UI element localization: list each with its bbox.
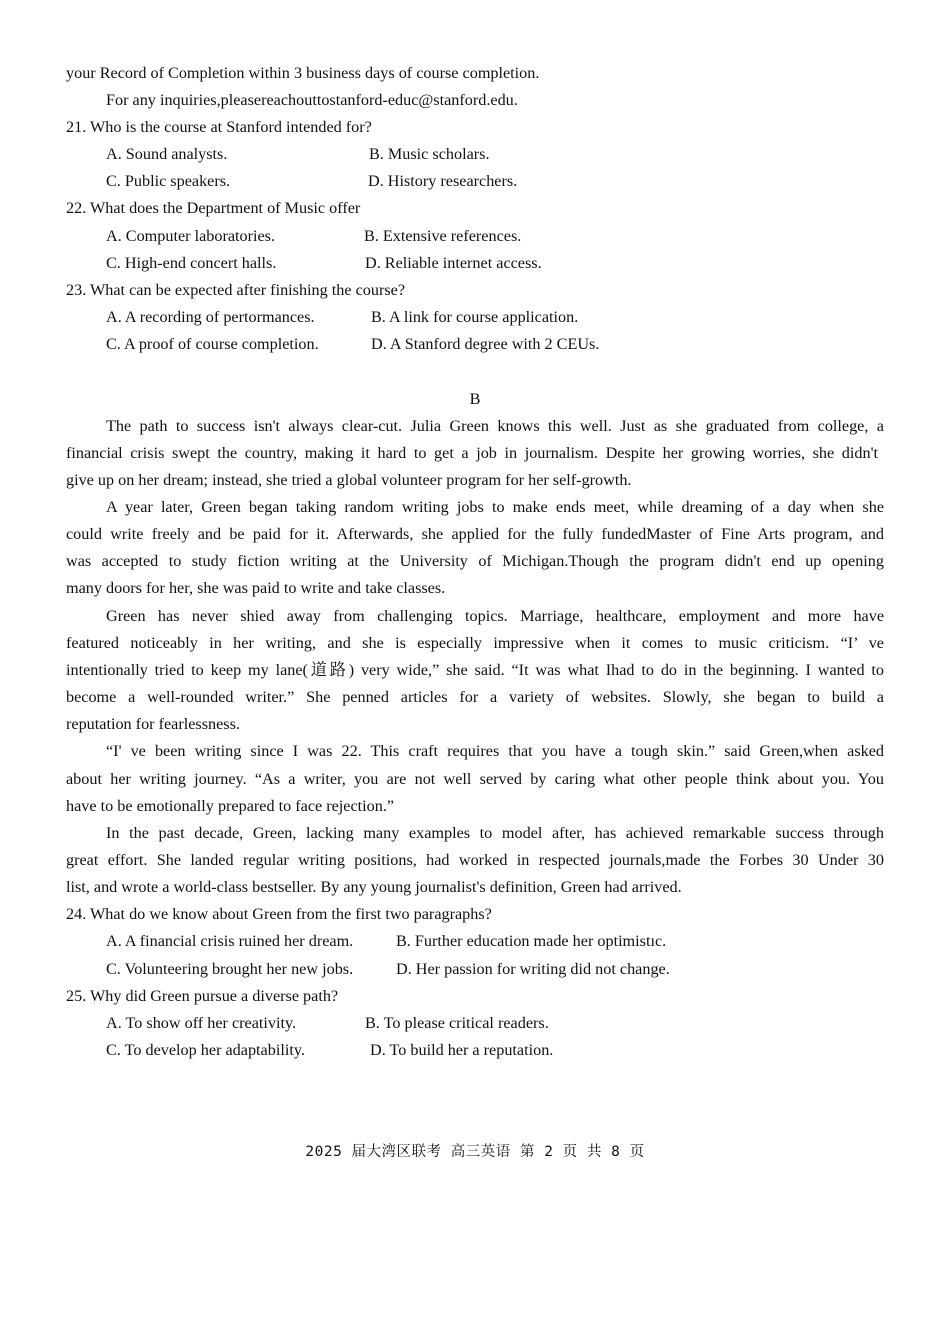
q21-option-d: D. History researchers. <box>368 172 518 190</box>
q24-option-d: D. Her passion for writing did not change. <box>396 960 670 978</box>
q25-option-b: B. To please critical readers. <box>365 1014 549 1032</box>
q23-option-d: D. A Stanford degree with 2 CEUs. <box>371 335 600 353</box>
page-footer: 2025 届大湾区联考 高三英语 第 2 页 共 8 页 <box>305 1144 645 1160</box>
p2-line-3: was accepted to study fiction writing at the University of Michigan.Though the program didn't end up opening <box>66 552 884 570</box>
question-25: 25. Why did Green pursue a diverse path? <box>66 987 339 1005</box>
p3-line-3: intentionally tried to keep my lane(道路) very wide,” she said. “It was what Ihad to do in the beginning. I wanted to <box>66 661 884 679</box>
p3-line-5: reputation for fearlessness. <box>66 715 240 733</box>
q23-option-a: A. A recording of pertormances. <box>106 308 315 326</box>
question-23: 23. What can be expected after finishing the course? <box>66 281 406 299</box>
question-24: 24. What do we know about Green from the first two paragraphs? <box>66 905 492 923</box>
q25-option-d: D. To build her a reputation. <box>370 1041 554 1059</box>
p3-line-1: Green has never shied away from challenging topics. Marriage, healthcare, employment and more have <box>106 607 884 625</box>
p4-line-2: about her writing journey. “As a writer, you are not well served by caring what other people think about you. You <box>66 770 884 788</box>
p3-line-4: become a well-rounded writer.” She penned articles for a variety of websites. Slowly, she began to build a <box>66 688 884 706</box>
p2-line-1: A year later, Green began taking random writing jobs to make ends meet, while dreaming of a day when she <box>106 498 884 516</box>
p1-line-3: give up on her dream; instead, she tried a global volunteer program for her self-growth. <box>66 471 632 489</box>
q25-option-c: C. To develop her adaptability. <box>106 1041 305 1059</box>
q23-option-c: C. A proof of course completion. <box>106 335 319 353</box>
p4-line-1: “I' ve been writing since I was 22. This craft requires that you have a tough skin.” said Green,when asked <box>106 742 884 760</box>
p5-line-2: great effort. She landed regular writing positions, had worked in respected journals,made the Forbes 30 Under 30 <box>66 851 884 869</box>
q25-option-a: A. To show off her creativity. <box>106 1014 297 1032</box>
p2-line-2: could write freely and be paid for it. Afterwards, she applied for the fully fundedMaster of Fine Arts program, and <box>66 525 884 543</box>
p1-line-1: The path to success isn't always clear-cut. Julia Green knows this well. Just as she graduated from college, a <box>106 417 884 435</box>
intro-line-1: your Record of Completion within 3 business days of course completion. <box>66 64 540 82</box>
q24-option-b: B. Further education made her optimistıc. <box>396 932 667 950</box>
p3-line-2: featured noticeably in her writing, and she is especially impressive when it comes to music criticism. “I’ ve <box>66 634 884 652</box>
question-22: 22. What does the Department of Music offer <box>66 199 361 217</box>
p2-line-4: many doors for her, she was paid to write and take classes. <box>66 579 446 597</box>
p5-line-1: In the past decade, Green, lacking many examples to model after, has achieved remarkable success through <box>106 824 884 842</box>
q22-option-a: A. Computer laboratories. <box>106 227 276 245</box>
q22-option-c: C. High-end concert halls. <box>106 254 277 272</box>
intro-line-2: For any inquiries,pleasereachouttostanford-educ@stanford.edu. <box>106 91 518 109</box>
p1-line-2: financial crisis swept the country, making it hard to get a job in journalism. Despite her growing worries, she didn't <box>66 444 878 462</box>
q22-option-b: B. Extensive references. <box>364 227 522 245</box>
q22-option-d: D. Reliable internet access. <box>365 254 542 272</box>
question-21: 21. Who is the course at Stanford intended for? <box>66 118 372 136</box>
q24-option-c: C. Volunteering brought her new jobs. <box>106 960 354 978</box>
q21-option-b: B. Music scholars. <box>369 145 490 163</box>
q21-option-c: C. Public speakers. <box>106 172 231 190</box>
q21-option-a: A. Sound analysts. <box>106 145 228 163</box>
q24-option-a: A. A financial crisis ruined her dream. <box>106 932 354 950</box>
section-b-title: B <box>469 390 481 408</box>
p4-line-3: have to be emotionally prepared to face rejection.” <box>66 797 395 815</box>
p5-line-3: list, and wrote a world-class bestseller. By any young journalist's definition, Green had arrived. <box>66 878 682 896</box>
q23-option-b: B. A link for course application. <box>371 308 579 326</box>
